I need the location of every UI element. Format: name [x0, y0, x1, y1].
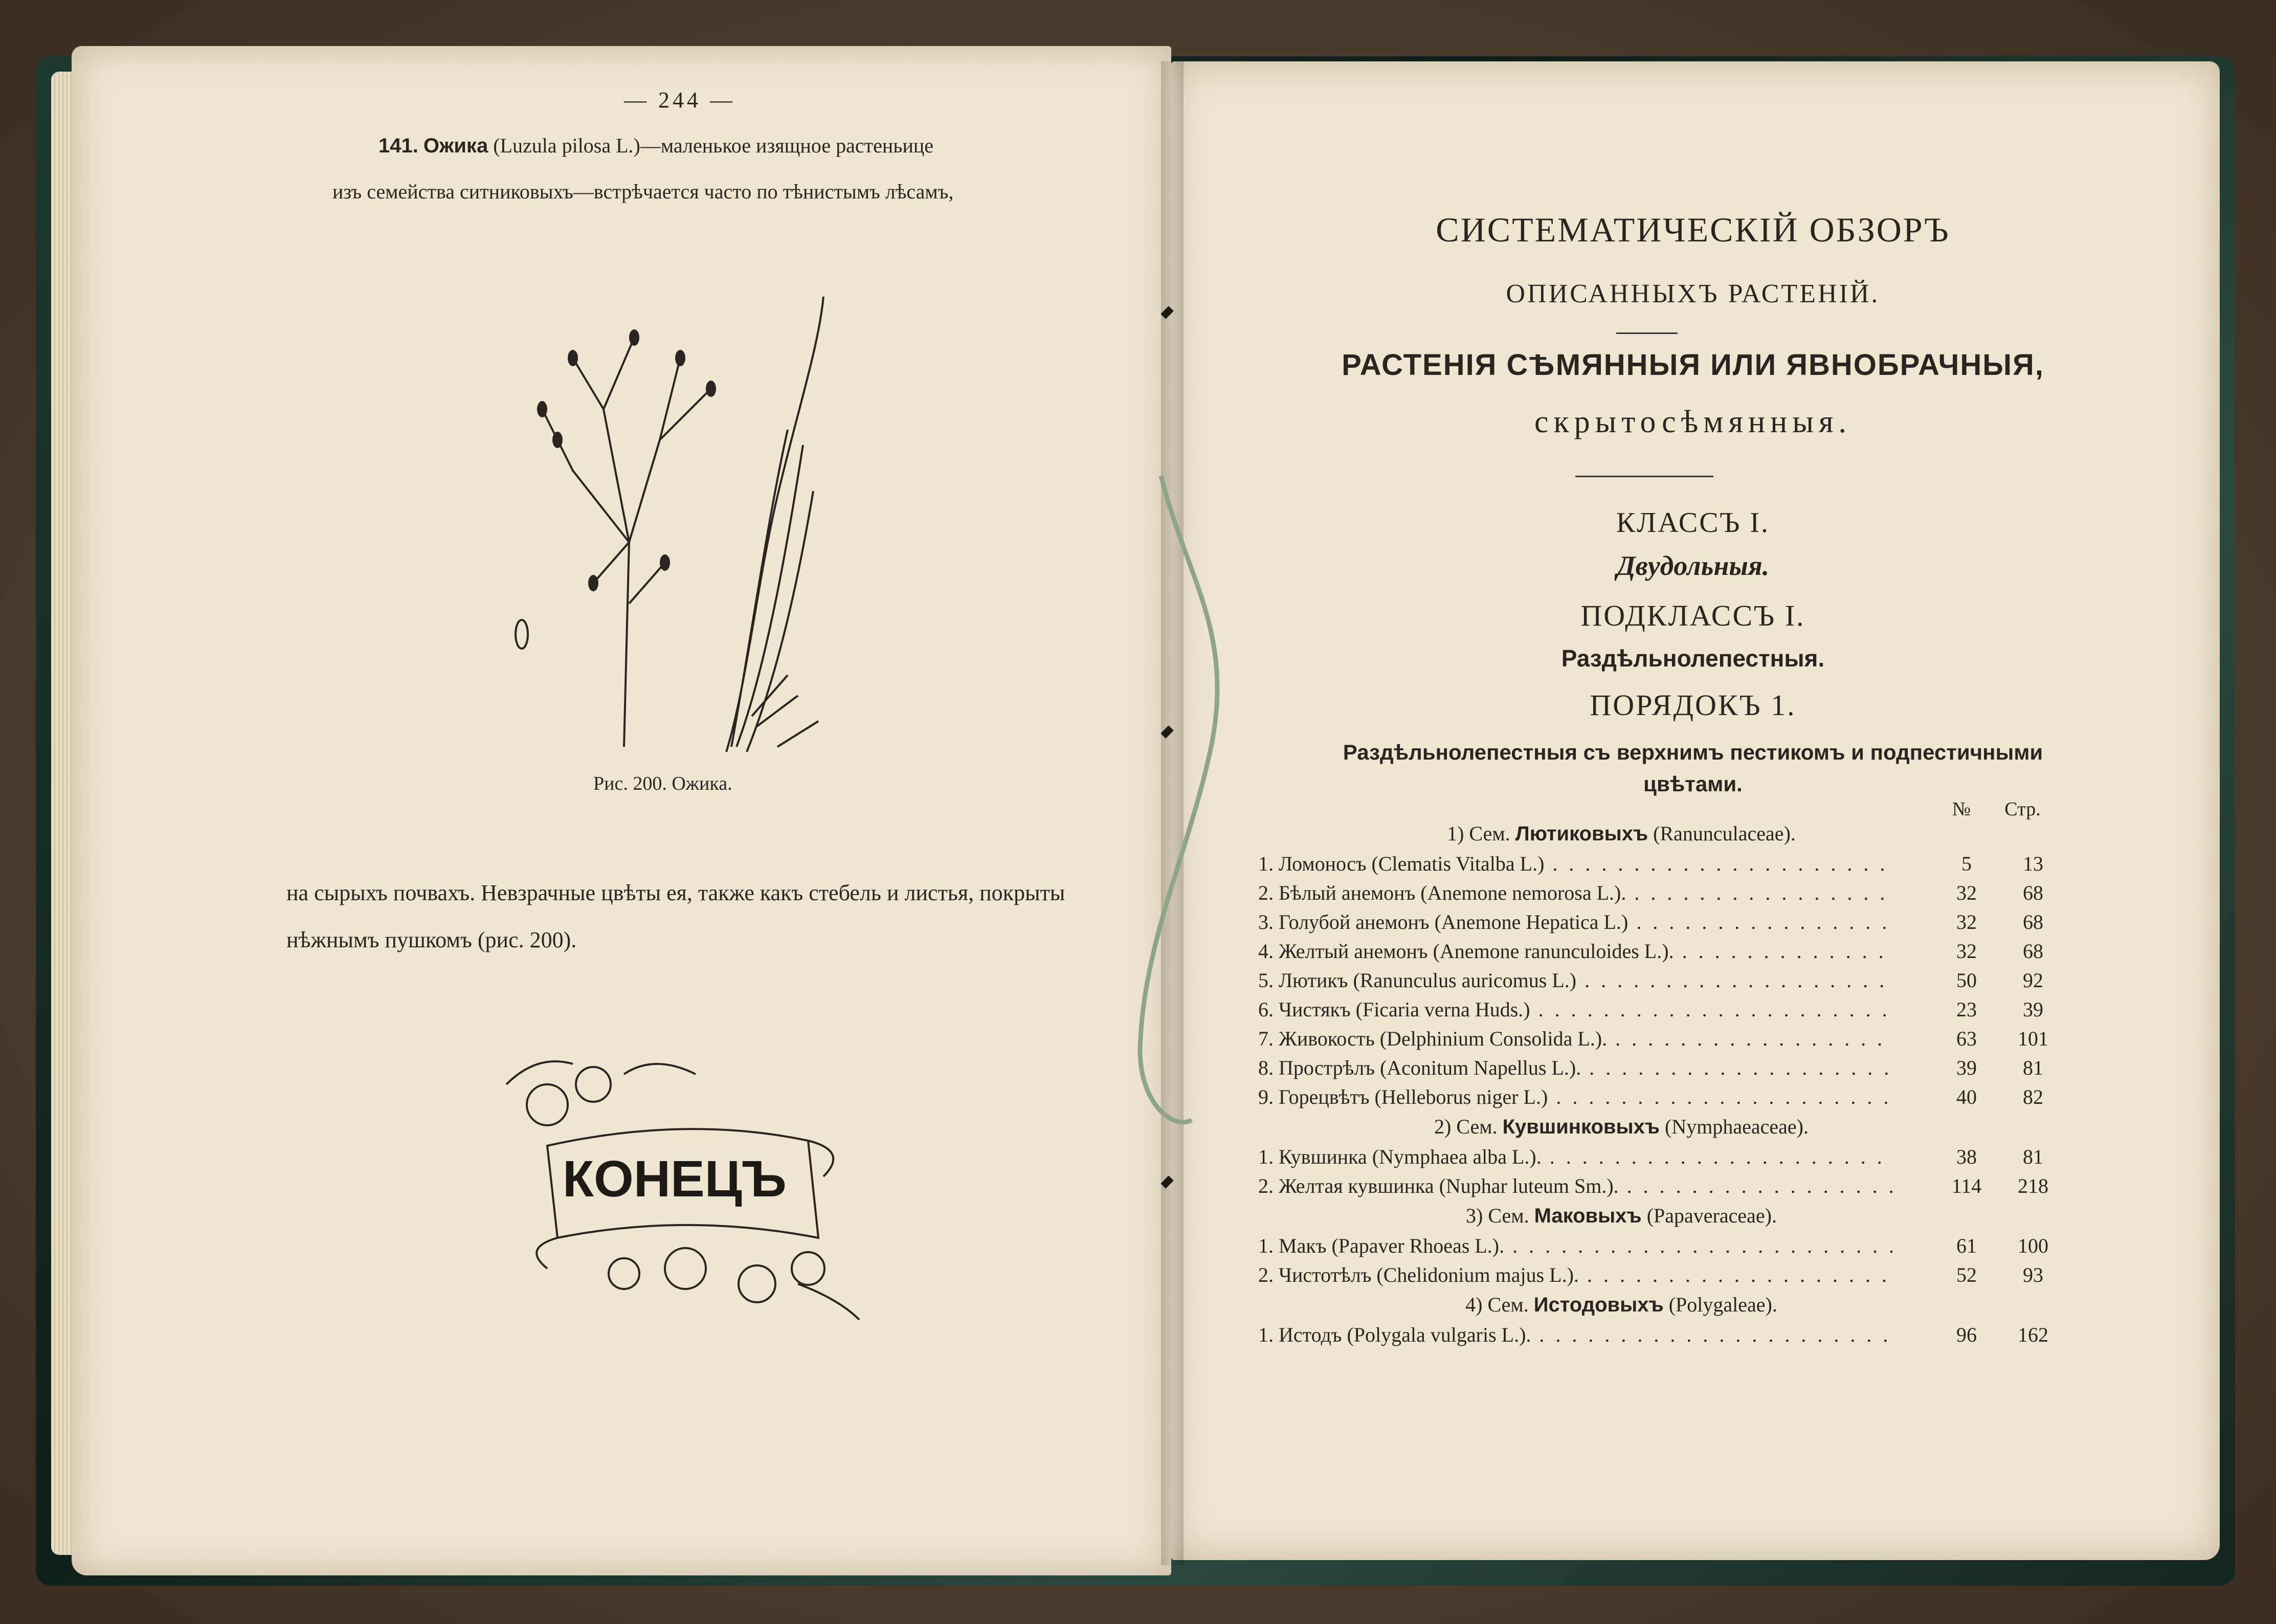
subclass-label: ПОДКЛАССЪ I.: [1580, 599, 1805, 632]
species-row: [1258, 878, 2077, 907]
species-number: 32: [1956, 910, 1977, 933]
family-latin: (Polygaleae).: [1668, 1293, 1777, 1316]
entry-text-2: изъ семейства ситниковыхъ—встрѣчается часто по тѣнистымъ лѣсамъ,: [332, 180, 954, 203]
end-ornament: [491, 1043, 869, 1330]
entry-continuation: на сырыхъ почвахъ. Невзрачные цвѣты ея, также какъ стебель и листья, покрыты нѣжнымъ пушкомъ (рис. 200).: [286, 880, 1065, 952]
entry-number: 141.: [378, 135, 418, 157]
species-row: [1258, 1024, 2077, 1053]
species-name: 1. Макъ (Papaver Rhoeas L.). . . .: [1258, 1231, 1892, 1260]
species-page: 93: [2023, 1263, 2043, 1286]
species-name: 7. Живокость (Delphinium Consolida L.). . . .: [1258, 1024, 1892, 1053]
species-row: [1258, 1260, 2077, 1289]
family-name: Истодовыхъ: [1533, 1294, 1664, 1316]
species-page: 100: [2018, 1234, 2048, 1257]
index-subtitle: ОПИСАННЫХЪ РАСТЕНІЙ.: [1506, 279, 1880, 308]
species-number: 61: [1956, 1234, 1977, 1257]
species-row: [1258, 1082, 2077, 1111]
entry-paragraph: [332, 123, 1095, 215]
family-prefix: 2) Сем.: [1434, 1115, 1498, 1138]
divider: [1575, 476, 1713, 477]
luzula-illustration: [511, 276, 880, 762]
family-name: Маковыхъ: [1534, 1205, 1642, 1227]
species-number: 52: [1956, 1263, 1977, 1286]
family-heading: [1258, 1289, 2077, 1320]
species-number: 32: [1956, 881, 1977, 904]
class-label: КЛАССЪ I.: [1616, 507, 1770, 539]
section-subheading: скрытосѣмянныя.: [1534, 405, 1852, 439]
species-number: 96: [1956, 1323, 1977, 1346]
species-page: 162: [2018, 1323, 2048, 1346]
species-number: 23: [1956, 998, 1977, 1021]
family-prefix: 4) Сем.: [1465, 1293, 1529, 1316]
species-name: 6. Чистякъ (Ficaria verna Huds.) . . .: [1258, 995, 1892, 1024]
family-latin: (Nymphaeaceae).: [1665, 1115, 1809, 1138]
species-page: 68: [2023, 910, 2043, 933]
species-row: [1258, 1231, 2077, 1260]
bookmark-string: [1100, 476, 1253, 1151]
species-page: 68: [2023, 940, 2043, 963]
species-row: [1258, 937, 2077, 966]
index-title: СИСТЕМАТИЧЕСКІЙ ОБЗОРЪ: [1436, 210, 1950, 249]
family-prefix: 3) Сем.: [1466, 1204, 1529, 1227]
species-name: 2. Чистотѣлъ (Chelidonium majus L.). . . .: [1258, 1260, 1892, 1289]
species-page: 218: [2018, 1174, 2048, 1197]
entry-line-1: [378, 123, 1095, 169]
figure-caption: Рис. 200. Ожика.: [593, 773, 732, 794]
species-number: 40: [1956, 1085, 1977, 1108]
column-headers: [1933, 798, 2051, 820]
species-row: [1258, 849, 2077, 878]
class-name: Двудольныя.: [1616, 550, 1770, 581]
family-name: Лютиковыхъ: [1515, 822, 1648, 845]
entry-text-1: —маленькое изящное растеньице: [640, 134, 934, 157]
species-page: 82: [2023, 1085, 2043, 1108]
family-prefix: 1) Сем.: [1447, 822, 1510, 845]
species-index: [1258, 818, 2077, 1349]
species-page: 92: [2023, 969, 2043, 992]
species-row: [1258, 907, 2077, 937]
species-number: 32: [1956, 940, 1977, 963]
species-row: [1258, 966, 2077, 995]
species-row: [1258, 1142, 2077, 1171]
species-page: 81: [2023, 1056, 2043, 1079]
species-number: 5: [1961, 852, 1972, 875]
order-desc-line-1: Раздѣльнолепестныя съ верхнимъ пестикомъ и подпестичными: [1343, 740, 2043, 764]
species-number: 39: [1956, 1056, 1977, 1079]
family-latin: (Papaveraceae).: [1646, 1204, 1777, 1227]
divider: [1616, 332, 1678, 334]
species-name: 2. Бѣлый анемонъ (Anemone nemorosa L.). . . .: [1258, 878, 1892, 907]
left-page: [72, 46, 1171, 1575]
order-label: ПОРЯДОКЪ 1.: [1590, 688, 1796, 722]
species-name: 5. Лютикъ (Ranunculus auricomus L.) . . .: [1258, 966, 1892, 995]
species-row: [1258, 995, 2077, 1024]
family-heading: [1258, 818, 2077, 849]
order-desc-line-2: цвѣтами.: [1643, 772, 1743, 796]
species-number: 114: [1951, 1174, 1982, 1197]
species-name: 4. Желтый анемонъ (Anemone ranunculoides L.). . . .: [1258, 937, 1892, 966]
subclass-name: Раздѣльнолепестныя.: [1561, 645, 1825, 672]
entry-latin: (Luzula pilosa L.): [493, 134, 640, 157]
family-heading: [1258, 1111, 2077, 1142]
species-name: 2. Желтая кувшинка (Nuphar luteum Sm.). . . .: [1258, 1171, 1892, 1200]
family-heading: [1258, 1200, 2077, 1231]
entry-name: Ожика: [423, 135, 488, 157]
species-page: 101: [2018, 1027, 2048, 1050]
family-latin: (Ranunculaceae).: [1653, 822, 1796, 845]
species-row: [1258, 1171, 2077, 1200]
section-heading: РАСТЕНІЯ СѢМЯННЫЯ ИЛИ ЯВНОБРАЧНЫЯ,: [1342, 348, 2044, 382]
species-name: 3. Голубой анемонъ (Anemone Hepatica L.) . . .: [1258, 907, 1892, 937]
col-number-header: №: [1952, 798, 1971, 820]
species-page: 68: [2023, 881, 2043, 904]
species-name: 1. Ломоносъ (Clematis Vitalba L.) . . .: [1258, 849, 1892, 878]
end-label: КОНЕЦЪ: [563, 1150, 787, 1208]
species-name: 9. Горецвѣтъ (Helleborus niger L.) . . .: [1258, 1082, 1892, 1111]
species-number: 50: [1956, 969, 1977, 992]
species-number: 38: [1956, 1145, 1977, 1168]
species-name: 1. Кувшинка (Nymphaea alba L.). . . .: [1258, 1142, 1892, 1171]
family-name: Кувшинковыхъ: [1502, 1116, 1660, 1138]
species-number: 63: [1956, 1027, 1977, 1050]
order-description: [1228, 737, 2158, 800]
species-page: 13: [2023, 852, 2043, 875]
page-number: — 244 —: [624, 87, 735, 113]
species-page: 81: [2023, 1145, 2043, 1168]
species-row: [1258, 1320, 2077, 1349]
col-page-header: Стр.: [2004, 798, 2041, 820]
species-row: [1258, 1053, 2077, 1082]
species-name: 1. Истодъ (Polygala vulgaris L.). . . .: [1258, 1320, 1892, 1349]
species-page: 39: [2023, 998, 2043, 1021]
species-name: 8. Прострѣлъ (Aconitum Napellus L.). . . .: [1258, 1053, 1892, 1082]
